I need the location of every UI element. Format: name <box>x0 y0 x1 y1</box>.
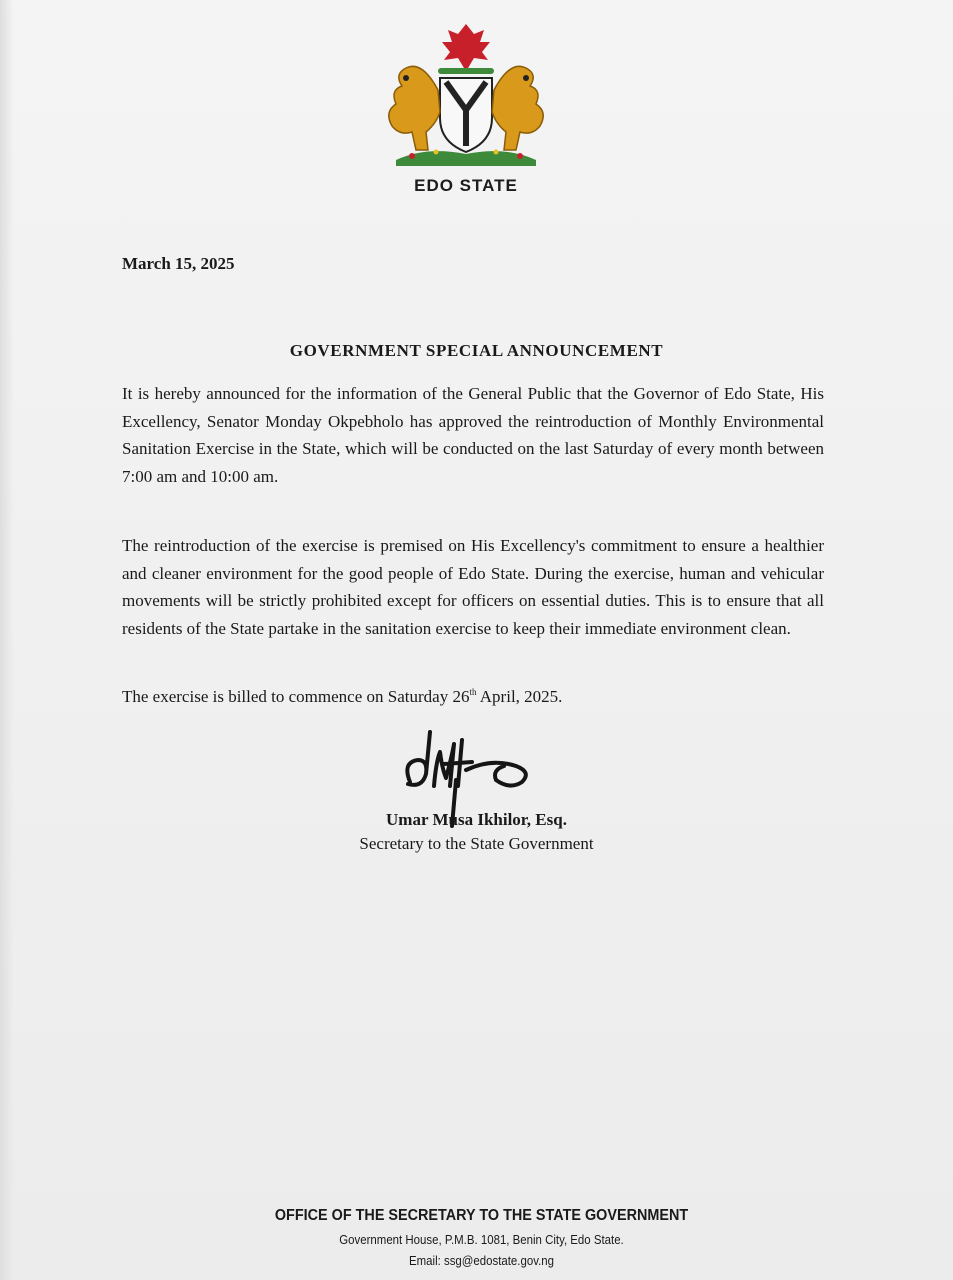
paragraph-3-text: The exercise is billed to commence on Saturday 26 <box>122 687 470 706</box>
edo-state-coat-of-arms-icon <box>376 20 556 170</box>
signatory-title: Secretary to the State Government <box>359 834 594 853</box>
announcement-heading: GOVERNMENT SPECIAL ANNOUNCEMENT <box>289 341 664 360</box>
letter-date: March 15, 2025 <box>122 254 235 273</box>
footer-address: Government House, P.M.B. 1081, Benin City, Edo State. <box>339 1232 624 1247</box>
paragraph-2: The reintroduction of the exercise is premised on His Excellency's commitment to ensure a healthier and cleaner environment for the good people of Edo State. During the exercise, human and vehicular movements will be strictly prohibited except for officers on essential duties. This is to ensure that all residents of the State partake in the sanitation exercise to keep their immediate environment clean. <box>122 536 824 638</box>
footer-office-name: OFFICE OF THE SECRETARY TO THE STATE GOVERNMENT <box>274 1207 689 1224</box>
footer-email: Email: ssg@edostate.gov.ng <box>409 1253 554 1268</box>
paragraph-1: It is hereby announced for the information of the General Public that the Governor of Edo State, His Excellency, Senator Monday Okpebholo has approved the reintroduction of Monthly Environmental Sanitation Exercise in the State, which will be conducted on the last Saturday of every month between 7:00 am and 10:00 am. <box>122 384 824 486</box>
page-edge-shadow <box>0 0 14 1280</box>
paragraph-3-text-end: April, 2025. <box>476 687 563 706</box>
signatory-name: Umar Musa Ikhilor, Esq. <box>386 810 567 829</box>
state-name-label: EDO STATE <box>414 176 518 195</box>
paragraph-3 <box>122 683 824 711</box>
ordinal-suffix: th <box>469 687 477 697</box>
